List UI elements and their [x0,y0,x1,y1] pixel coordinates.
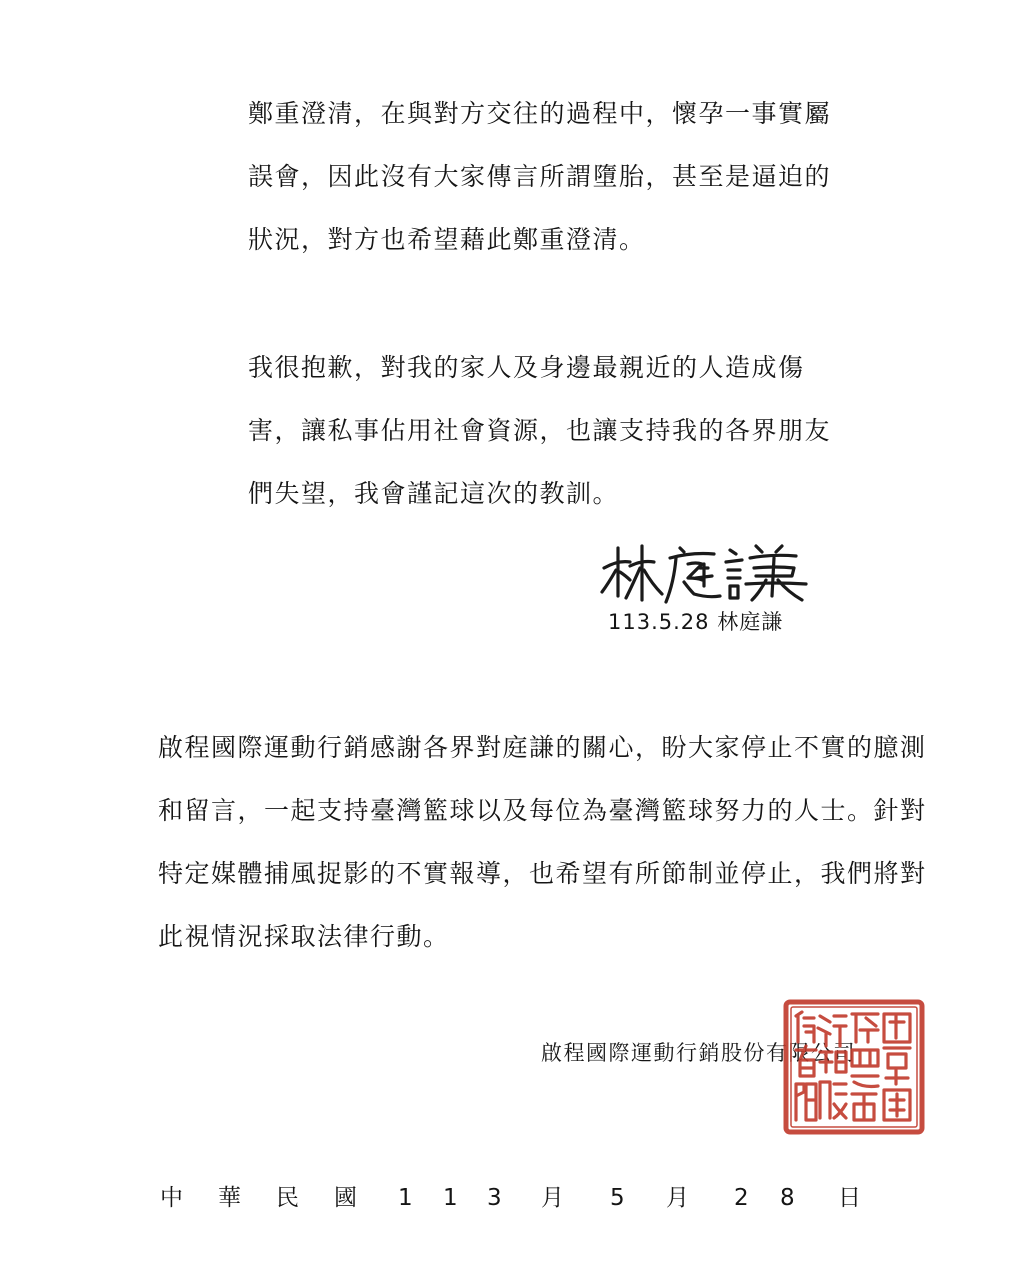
date-char: 月 [666,1185,689,1211]
date-char: 1 [443,1185,458,1211]
date-char: 5 [610,1185,625,1211]
text-line: 們失望，我會謹記這次的教訓。 [248,479,620,508]
statement-paragraph-2 [248,348,831,513]
date-char: 日 [838,1185,861,1211]
text-line: 誤會，因此沒有大家傳言所謂墮胎，甚至是逼迫的 [248,162,832,191]
company-name: 啟程國際運動行銷股份有限公司 [541,1041,856,1065]
date-char: 3 [487,1185,502,1211]
statement-paragraph-1 [248,94,831,259]
date-char: 8 [780,1185,795,1211]
handwritten-signature [596,538,816,610]
date-char: 國 [334,1185,357,1211]
date-char: 中 [160,1185,183,1211]
text-line: 啟程國際運動行銷感謝各界對庭謙的關心，盼大家停止不實的臆測 [158,733,927,762]
date-char: 月 [541,1185,564,1211]
date-char: 2 [734,1185,749,1211]
text-line: 害，讓私事佔用社會資源，也讓支持我的各界朋友 [248,416,832,445]
text-line: 鄭重澄清，在與對方交往的過程中，懷孕一事實屬 [248,99,832,128]
text-line: 我很抱歉，對我的家人及身邊最親近的人造成傷 [248,353,805,382]
signature-date: 113.5.28 林庭謙 [608,610,784,634]
date-char: 民 [276,1185,299,1211]
text-line: 和留言，一起支持臺灣籃球以及每位為臺灣籃球努力的人士。針對 [158,796,927,825]
text-line: 此視情況採取法律行動。 [158,922,450,951]
footer-date [0,1180,1026,1216]
text-line: 狀況，對方也希望藉此鄭重澄清。 [248,225,646,254]
date-char: 1 [398,1185,413,1211]
company-seal [780,996,928,1138]
date-char: 華 [218,1185,241,1211]
text-line: 特定媒體捕風捉影的不實報導，也希望有所節制並停止，我們將對 [158,859,927,888]
company-statement-paragraph [158,728,927,956]
